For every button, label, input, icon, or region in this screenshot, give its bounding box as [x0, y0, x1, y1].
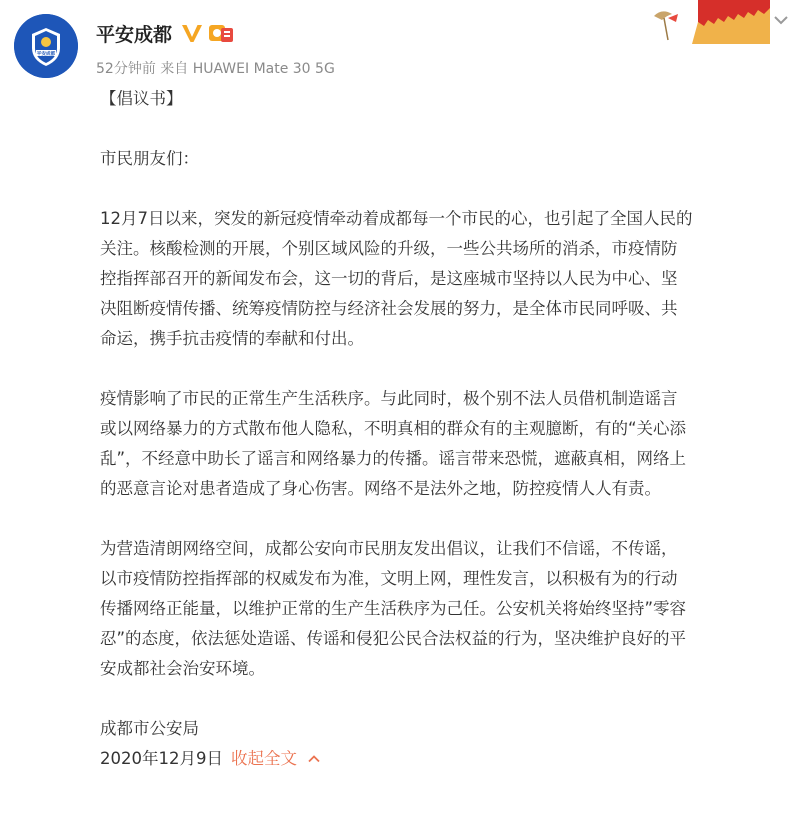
text-line: 安成都社会治安环境。	[100, 659, 265, 678]
post-heading: 【倡议书】	[100, 89, 183, 108]
paragraph-1	[100, 204, 790, 354]
text-line: 为营造清朗网络空间，成都公安向市民朋友发出倡议，让我们不信谣，不传谣，	[100, 539, 678, 558]
text-line: 以市疫情防控指挥部的权威发布为准，文明上网，理性发言，以积极有为的行动	[100, 569, 678, 588]
post-greeting: 市民朋友们：	[100, 149, 199, 168]
text-line: 12月7日以来，突发的新冠疫情牵动着成都每一个市民的心，也引起了全国人民的	[100, 209, 693, 228]
text-line: 命运，携手抗击疫情的奉献和付出。	[100, 329, 364, 348]
account-name[interactable]: 平安成都	[96, 23, 173, 46]
chevron-up-icon[interactable]	[307, 752, 321, 766]
text-line: 忍”的态度，依法惩处造谣、传谣和侵犯公民合法权益的行为，坚决维护良好的平	[100, 629, 687, 648]
text-line: 的恶意言论对患者造成了身心伤害。网络不是法外之地，防控疫情人人有责。	[100, 479, 661, 498]
avatar[interactable]	[14, 14, 78, 78]
post-footer	[100, 744, 790, 774]
post-meta: 52分钟前 来自 HUAWEI Mate 30 5G	[96, 61, 335, 77]
police-badge-icon	[14, 14, 78, 78]
paragraph-2	[100, 384, 790, 504]
text-line: 传播网络正能量，以维护正常的生产生活秩序为己任。公安机关将始终坚持”零容	[100, 599, 687, 618]
text-line: 疫情影响了市民的正常生产生活秩序。与此同时，极个别不法人员借机制造谣言	[100, 389, 678, 408]
text-line: 或以网络暴力的方式散布他人隐私，不明真相的群众有的主观臆断，有的“关心添	[100, 419, 687, 438]
great-wall-banner-icon	[648, 0, 770, 44]
text-line: 控指挥部召开的新闻发布会，这一切的背后，是这座城市坚持以人民为中心、坚	[100, 269, 678, 288]
text-line: 乱”，不经意中助长了谣言和网络暴力的传播。谣言带来恐慌，遮蔽真相，网络上	[100, 449, 687, 468]
text-line: 关注。核酸检测的开展，个别区域风险的升级，一些公共场所的消杀，市疫情防	[100, 239, 678, 258]
verified-v-icon	[180, 21, 204, 45]
post-signature: 成都市公安局	[100, 719, 199, 738]
chevron-down-icon[interactable]	[771, 10, 791, 30]
avatar-text: 平安成都	[36, 52, 56, 57]
gov-account-icon	[208, 22, 234, 44]
account-header	[96, 20, 234, 46]
text-line: 决阻断疫情传播、统筹疫情防控与经济社会发展的努力，是全体市民同呼吸、共	[100, 299, 678, 318]
paragraph-3	[100, 534, 790, 684]
post-content	[100, 84, 790, 774]
collapse-full-text-link[interactable]: 收起全文	[231, 749, 297, 768]
post-date: 2020年12月9日	[100, 749, 223, 768]
